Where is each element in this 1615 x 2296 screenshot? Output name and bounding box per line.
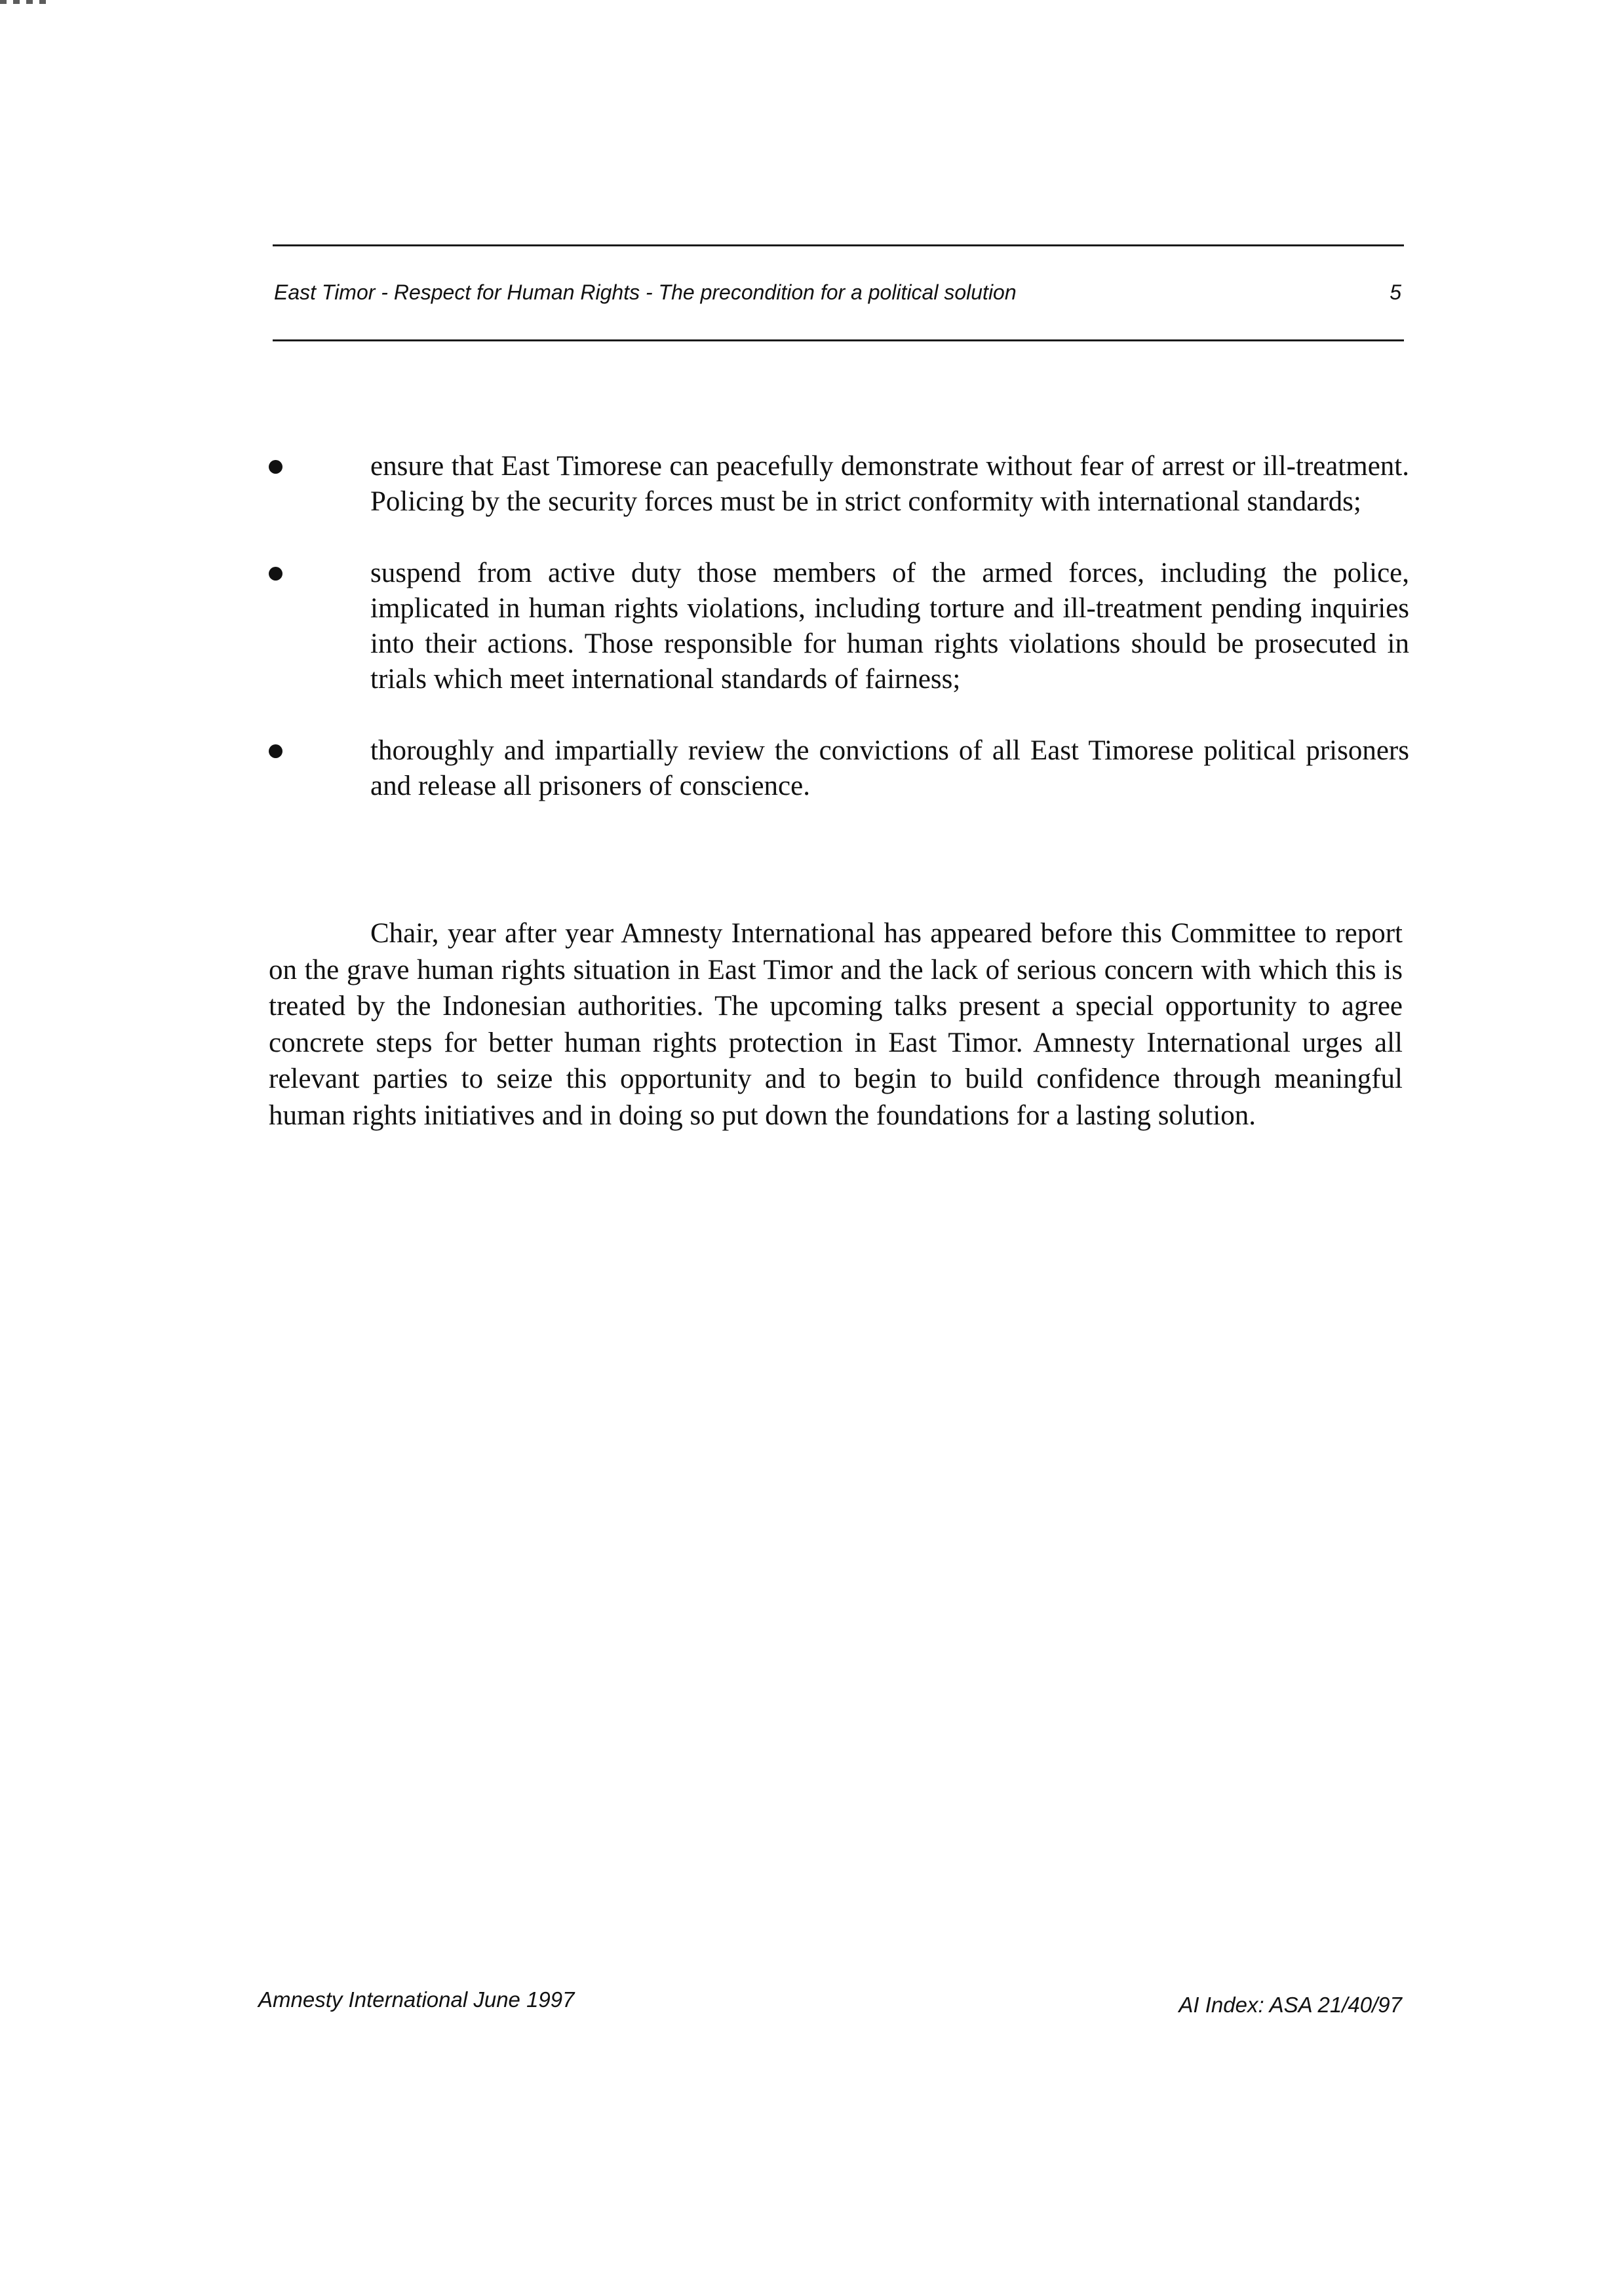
running-header-title: East Timor - Respect for Human Rights - The precondition for a political solution (274, 280, 1017, 304)
footer-publisher-date: Amnesty International June 1997 (258, 1987, 575, 2012)
list-item (269, 449, 1409, 520)
scan-artifact (0, 0, 46, 4)
header-bottom-rule (273, 339, 1404, 341)
body-paragraph: Chair, year after year Amnesty International has appeared before this Committee to report on the grave human rights situation in East Timor and the lack of serious concern with which this is treated by the Indonesian authorities. The upcoming talks present a special opportunity to agree concrete steps for better human rights protection in East Timor. Amnesty International urges all relevant parties to seize this opportunity and to begin to build confidence through meaningful human rights initiatives and in doing so put down the foundations for a lasting solution. (269, 918, 1403, 1131)
list-item-text: suspend from active duty those members of the armed forces, including the police, implicated in human rights violations, including torture and ill-treatment pending inquiries into their actions. Those responsible for human rights violations should be prosecuted in trials which meet international standards of fairness; (370, 558, 1409, 695)
header-top-rule (273, 244, 1404, 246)
bullet-icon (269, 744, 282, 758)
list-item (269, 556, 1409, 697)
bullet-icon (269, 460, 282, 474)
list-item-text: thoroughly and impartially review the convictions of all East Timorese political prisoners and release all prisoners of conscience. (370, 735, 1409, 801)
footer-ai-index: AI Index: ASA 21/40/97 (1178, 1993, 1402, 2017)
list-item-text: ensure that East Timorese can peacefully demonstrate without fear of arrest or ill-treatment. Policing by the security forces must be in strict conformity with international standards; (370, 451, 1409, 517)
bullet-icon (269, 567, 282, 581)
list-item (269, 733, 1409, 804)
recommendation-list (269, 449, 1409, 804)
page-footer (258, 1985, 1402, 2018)
page-number: 5 (1390, 280, 1401, 304)
